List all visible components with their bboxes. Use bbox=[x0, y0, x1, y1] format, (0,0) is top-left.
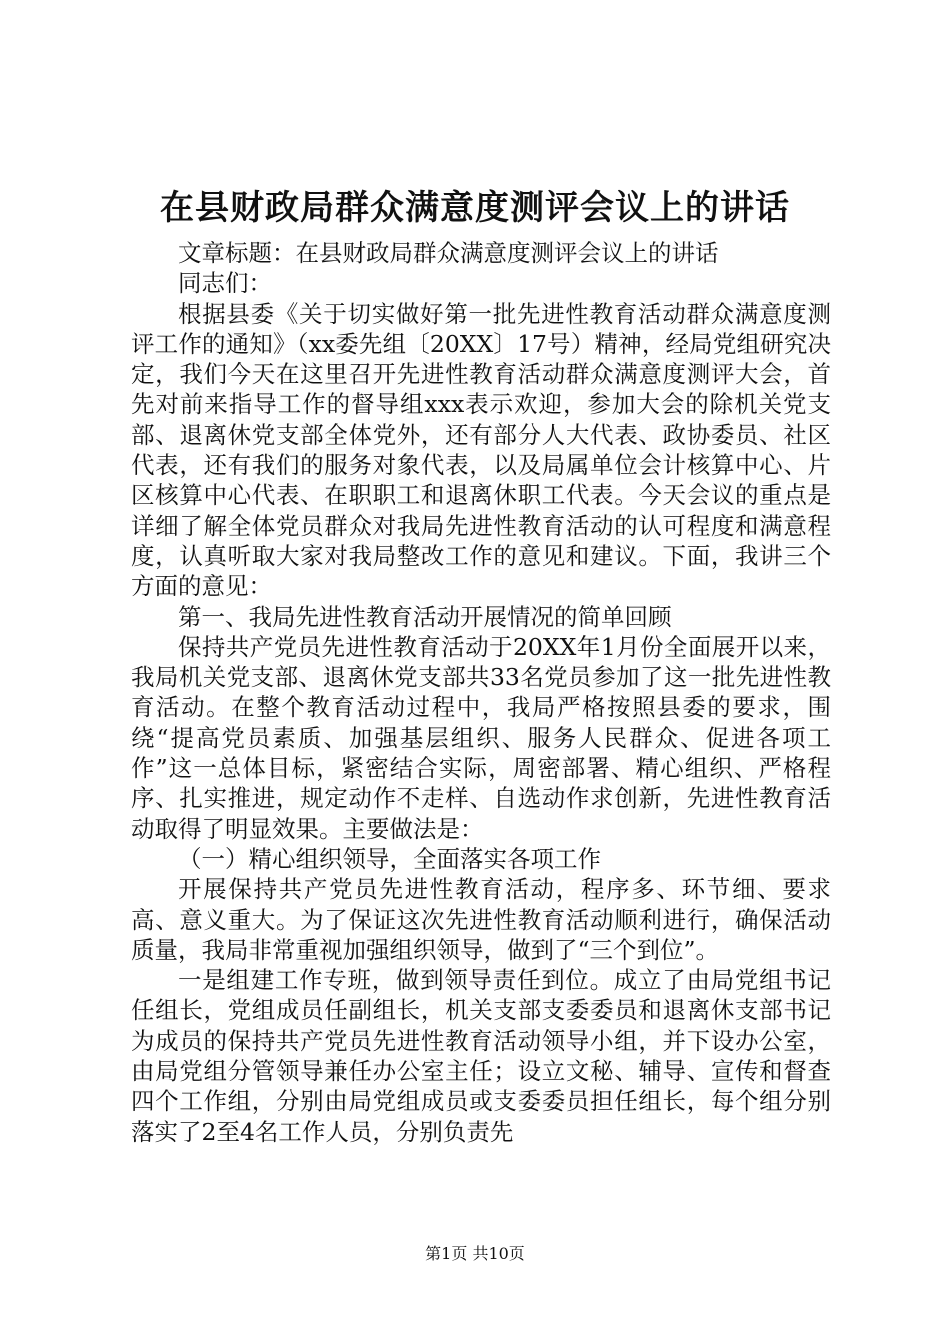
paragraph: 开展保持共产党员先进性教育活动，程序多、环节细、要求高、意义重大。为了保证这次先进性教育活动顺利进行，确保活动质量，我局非常重视加强组织领导，做到了“三个到位”。 bbox=[131, 875, 831, 964]
paragraph: 保持共产党员先进性教育活动于20XX年1月份全面展开以来，我局机关党支部、退离休党支部共33名党员参加了这一批先进性教育活动。在整个教育活动过程中，我局严格按照县委的要求，围绕“提高党员素质、加强基层组织、服务人民群众、促进各项工作”这一总体目标，紧密结合实际，周密部署、精心组织、严格程序、扎实推进，规定动作不走样、自选动作求创新，先进性教育活动取得了明显效果。主要做法是： bbox=[131, 632, 831, 843]
section-heading: 第一、我局先进性教育活动开展情况的简单回顾 bbox=[178, 602, 672, 631]
article-title-line: 文章标题：在县财政局群众满意度测评会议上的讲话 bbox=[178, 239, 719, 267]
paragraph: 根据县委《关于切实做好第一批先进性教育活动群众满意度测评工作的通知》（xx委先组〔20XX〕17号）精神，经局党组研究决定，我们今天在这里召开先进性教育活动群众满意度测评大会，首先对前来指导工作的督导组xxx表示欢迎，参加大会的除机关党支部、退离休党支部全体党外，还有部分人大代表、政协委员、社区代表，还有我们的服务对象代表，以及局属单位会计核算中心、片区核算中心代表、在职职工和退离休职工代表。今天会议的重点是详细了解全体党员群众对我局先进性教育活动的认可程度和满意程度，认真听取大家对我局整改工作的意见和建议。下面，我讲三个方面的意见： bbox=[131, 299, 831, 601]
page-number-footer: 第1页 共10页 bbox=[425, 1244, 525, 1263]
salutation: 同志们： bbox=[178, 269, 272, 298]
subsection-heading: （一）精心组织领导，全面落实各项工作 bbox=[178, 844, 601, 873]
document-body bbox=[131, 238, 831, 1147]
paragraph: 一是组建工作专班，做到领导责任到位。成立了由局党组书记任组长，党组成员任副组长，机关支部支委委员和退离休支部书记为成员的保持共产党员先进性教育活动领导小组，并下设办公室，由局党组分管领导兼任办公室主任；设立文秘、辅导、宣传和督查四个工作组，分别由局党组成员或支委委员担任组长，每个组分别落实了2至4名工作人员，分别负责先 bbox=[131, 966, 831, 1146]
document-title: 在县财政局群众满意度测评会议上的讲话 bbox=[160, 188, 790, 228]
